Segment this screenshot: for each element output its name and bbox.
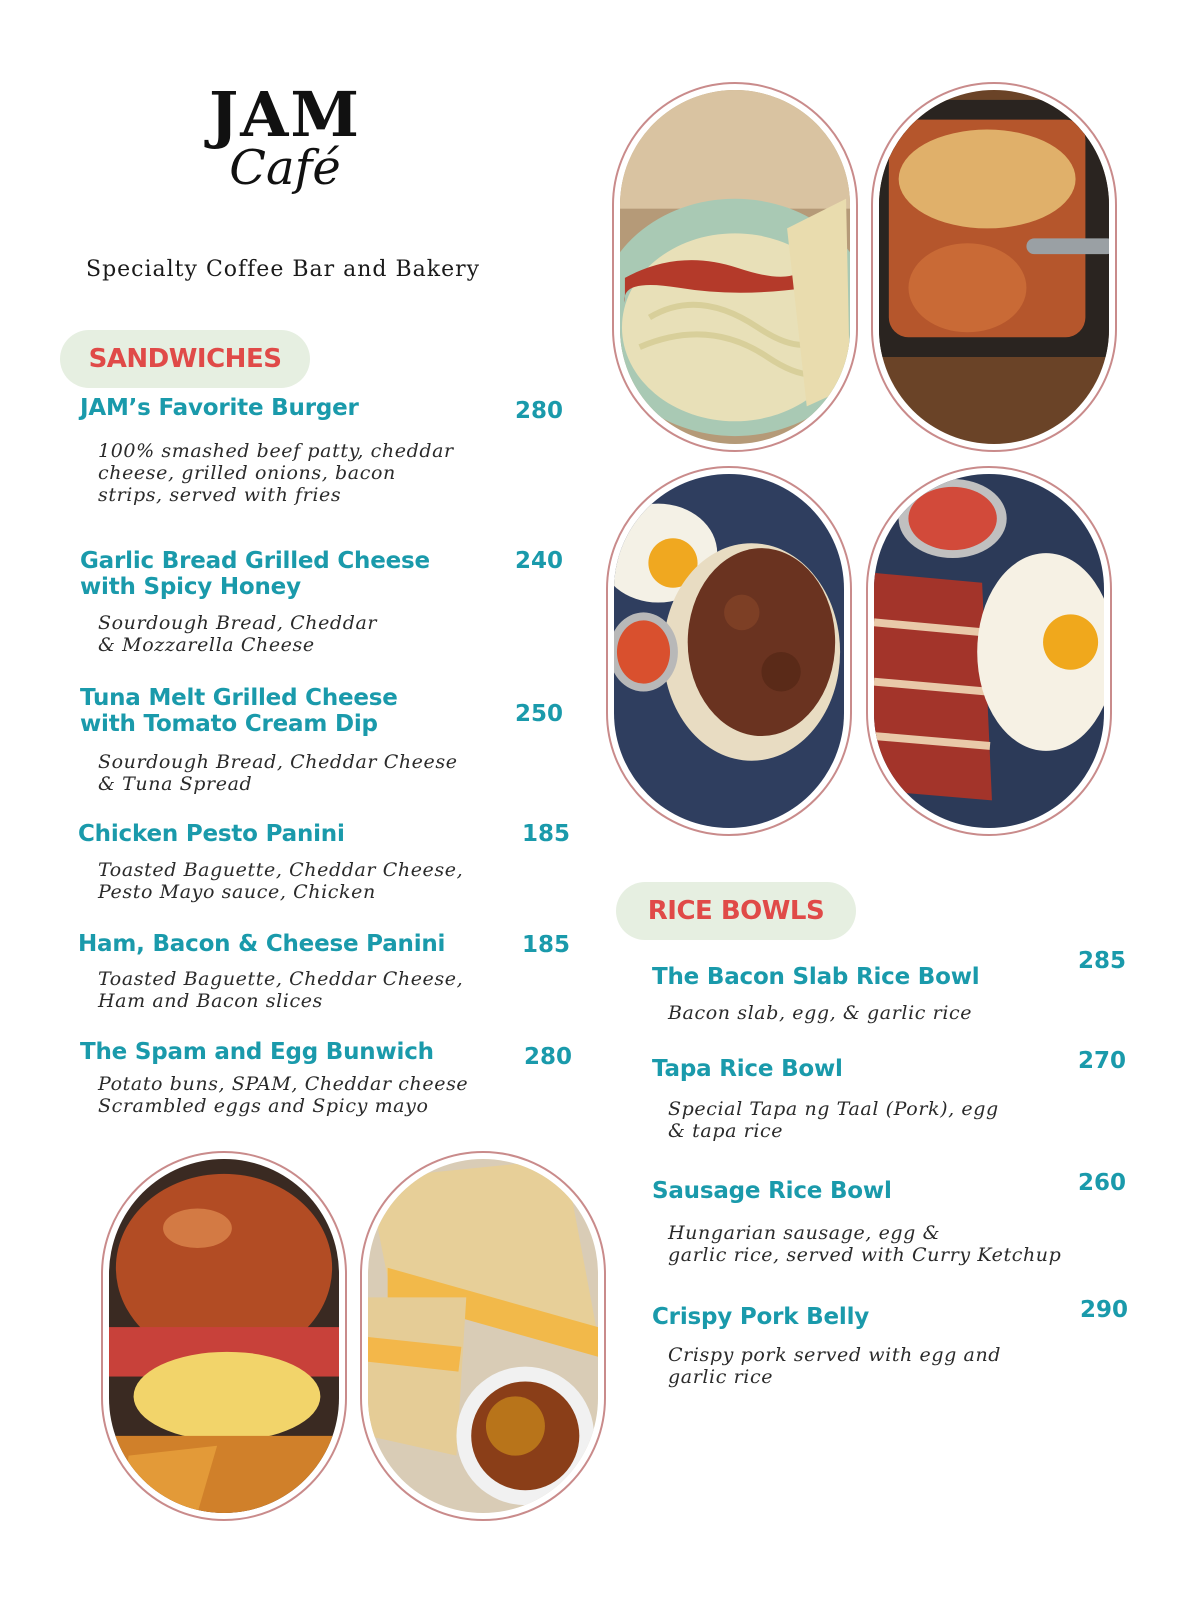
brand-tagline: Specialty Coffee Bar and Bakery (86, 257, 481, 282)
photo-bacon-slab-bowl (866, 466, 1112, 836)
photo-bacon-slab-bowl-image (874, 474, 1104, 828)
menu-item-name: Garlic Bread Grilled Cheese with Spicy Honey (80, 548, 430, 600)
menu-item-description: Sourdough Bread, Cheddar & Mozzarella Cheese (98, 612, 378, 656)
menu-item-name: Crispy Pork Belly (652, 1304, 870, 1330)
menu-item-price: 290 (1080, 1297, 1129, 1323)
menu-item-description: Hungarian sausage, egg & garlic rice, served with Curry Ketchup (668, 1222, 1062, 1266)
photo-pasta-bacon (612, 82, 858, 452)
menu-item-description: Bacon slab, egg, & garlic rice (668, 1002, 973, 1024)
photo-grilled-cheese-image (368, 1159, 598, 1513)
menu-item-description: 100% smashed beef patty, cheddar cheese, grilled onions, bacon strips, served with fries (98, 440, 454, 506)
menu-item-description: Potato buns, SPAM, Cheddar cheese Scrambled eggs and Spicy mayo (98, 1073, 469, 1117)
menu-item-description: Crispy pork served with egg and garlic rice (668, 1344, 1002, 1388)
menu-item-name: Tapa Rice Bowl (652, 1056, 843, 1082)
menu-item-price: 280 (515, 398, 564, 424)
photo-burger (101, 1151, 347, 1521)
menu-item-price: 270 (1078, 1048, 1127, 1074)
menu-item-description: Sourdough Bread, Cheddar Cheese & Tuna Spread (98, 751, 458, 795)
menu-item-price: 285 (1078, 948, 1127, 974)
photo-burger-image (109, 1159, 339, 1513)
menu-item-name: The Spam and Egg Bunwich (80, 1039, 434, 1065)
menu-item-name: Tuna Melt Grilled Cheese with Tomato Cream Dip (80, 685, 398, 737)
menu-item-name: Chicken Pesto Panini (78, 821, 345, 847)
menu-item-description: Toasted Baguette, Cheddar Cheese, Ham and Bacon slices (98, 968, 464, 1012)
menu-item-name: Sausage Rice Bowl (652, 1178, 892, 1204)
menu-item-price: 240 (515, 548, 564, 574)
menu-item-price: 260 (1078, 1170, 1127, 1196)
photo-lasagna-image (879, 90, 1109, 444)
menu-item-price: 185 (522, 821, 571, 847)
brand-logo-cafe: Café (229, 140, 341, 196)
photo-tapa-bowl-image (614, 474, 844, 828)
section-title-sandwiches: SANDWICHES (60, 330, 310, 388)
menu-item-price: 280 (524, 1044, 573, 1070)
menu-item-name: The Bacon Slab Rice Bowl (652, 964, 980, 990)
photo-tapa-bowl (606, 466, 852, 836)
photo-grilled-cheese (360, 1151, 606, 1521)
menu-item-description: Toasted Baguette, Cheddar Cheese, Pesto Mayo sauce, Chicken (98, 859, 464, 903)
section-title-rice-bowls: RICE BOWLS (616, 882, 856, 940)
photo-lasagna (871, 82, 1117, 452)
menu-item-name: Ham, Bacon & Cheese Panini (78, 931, 446, 957)
photo-pasta-bacon-image (620, 90, 850, 444)
menu-item-description: Special Tapa ng Taal (Pork), egg & tapa rice (668, 1098, 999, 1142)
menu-item-price: 185 (522, 932, 571, 958)
menu-item-price: 250 (515, 701, 564, 727)
brand-logo-jam: JAM (208, 78, 362, 151)
menu-item-name: JAM’s Favorite Burger (80, 395, 359, 421)
